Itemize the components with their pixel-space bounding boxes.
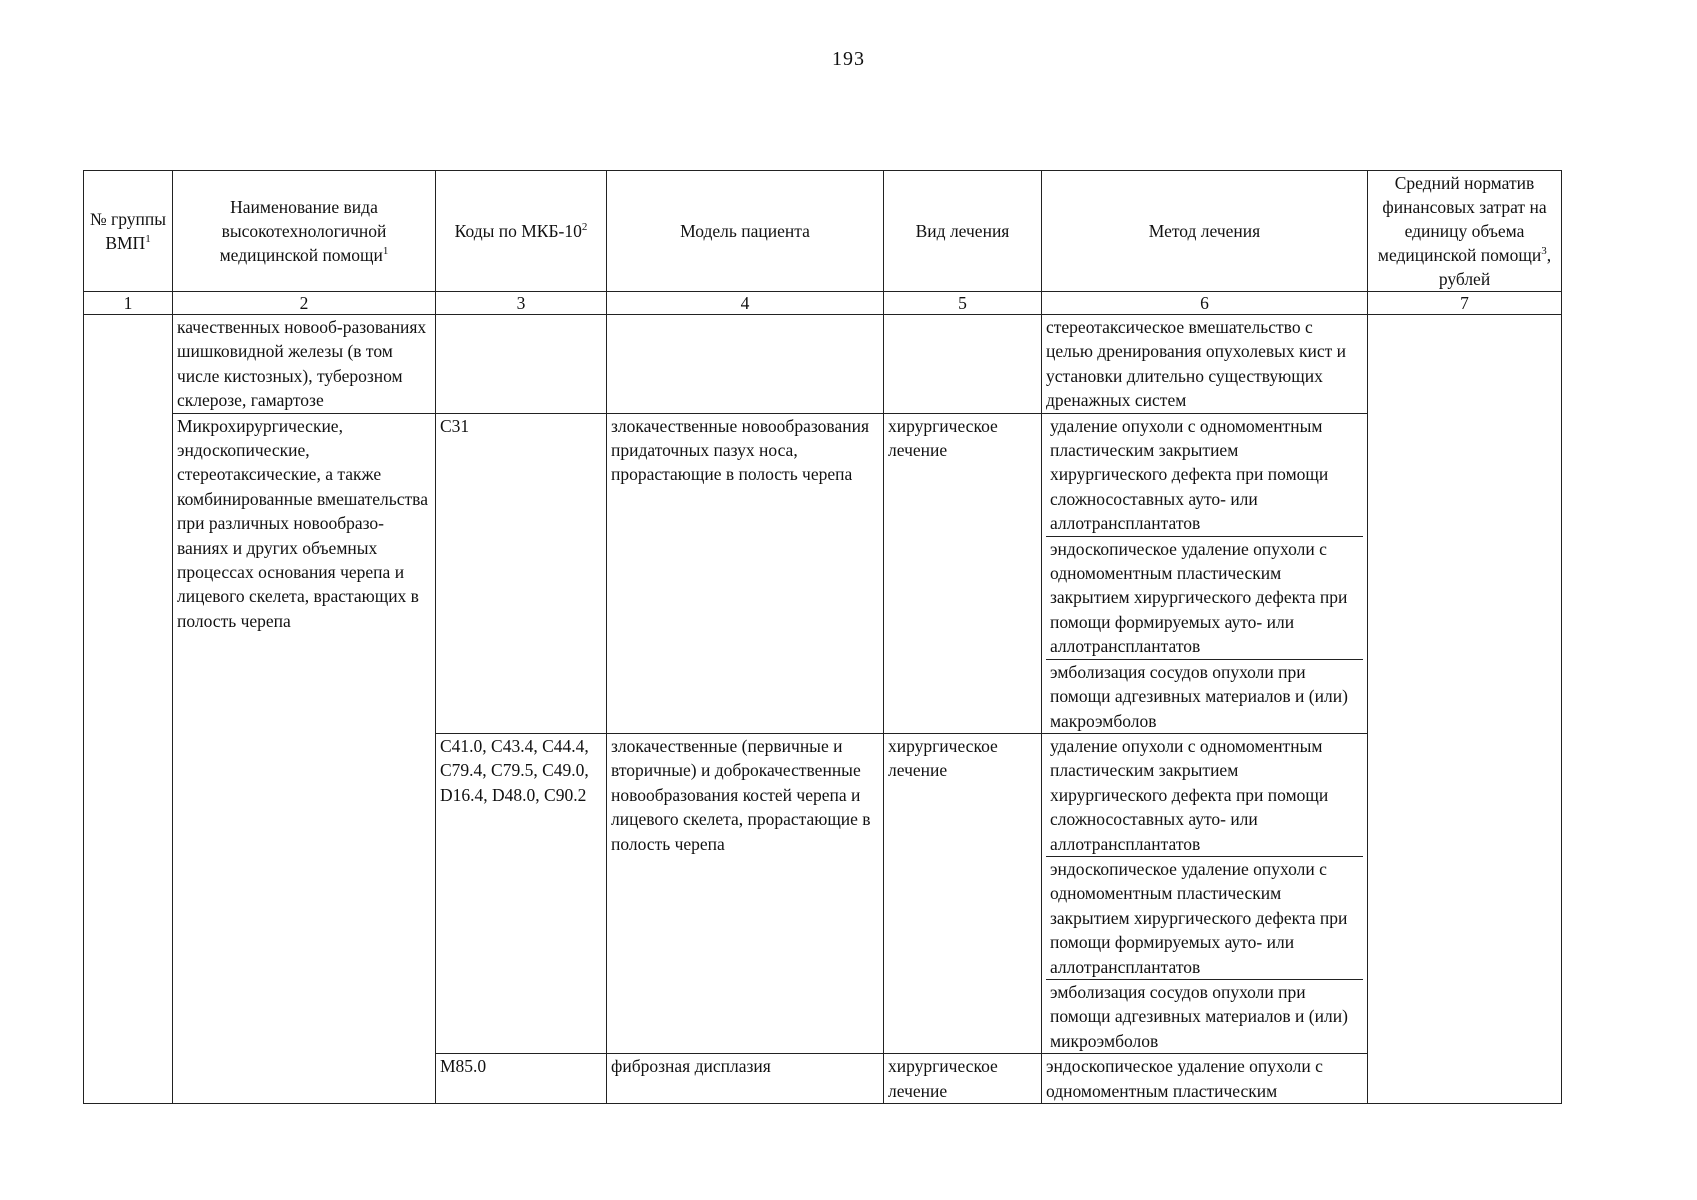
care-type-cell: качественных новооб-разованиях шишковидной железы (в том числе кистозных), туберозном склерозе, гамартозе: [173, 315, 436, 414]
treatment-method-cell: стереотаксическое вмешательство с целью дренирования опухолевых кист и установки длительно существующих дренажных систем: [1042, 315, 1368, 414]
patient-model-cell: фиброзная дисплазия: [607, 1054, 884, 1104]
header-cost-standard: Средний норматив финансовых затрат на единицу объема медицинской помощи$^3$, рублей: [1368, 171, 1562, 292]
patient-model-cell: злокачественные новообразования придаточных пазух носа, прорастающие в полость черепа: [607, 413, 884, 733]
icd-codes-cell: C31: [436, 413, 607, 733]
icd-codes-cell: M85.0: [436, 1054, 607, 1104]
treatment-method-cell: [1042, 733, 1368, 1053]
col-number: 1: [84, 292, 173, 315]
method-item: эмболизация сосудов опухоли при помощи адгезивных материалов и (или) микроэмболов: [1050, 981, 1348, 1051]
patient-model-cell: злокачественные (первичные и вторичные) и доброкачественные новообразования костей черепа и лицевого скелета, прорастающие в полость черепа: [607, 733, 884, 1053]
method-item: эмболизация сосудов опухоли при помощи адгезивных материалов и (или) макроэмболов: [1050, 661, 1348, 731]
column-number-row: [84, 292, 1562, 315]
table-row: [84, 413, 1562, 733]
header-row: [84, 171, 1562, 292]
treatment-type-cell: хирургическое лечение: [884, 1054, 1042, 1104]
table-row: [84, 315, 1562, 414]
col-number: 2: [173, 292, 436, 315]
col-number: 6: [1042, 292, 1368, 315]
col-number: 4: [607, 292, 884, 315]
care-type-cell: Микрохирургические, эндоскопические, стереотаксические, а также комбинированные вмешательства при различных новообразо-ваниях и других объемных процессах основания черепа и лицевого скелета, врастающих в полость черепа: [173, 413, 436, 1103]
header-treatment-method: Метод лечения: [1042, 171, 1368, 292]
patient-model-cell: [607, 315, 884, 414]
method-item: эндоскопическое удаление опухоли с одномоментным пластическим закрытием хирургического дефекта при помощи формируемых ауто- или аллотрансплантатов: [1046, 537, 1363, 660]
method-item: удаление опухоли с одномоментным пластическим закрытием хирургического дефекта при помощи сложносоставных ауто- или аллотрансплантатов: [1046, 734, 1363, 857]
cost-standard-cell: [1368, 315, 1562, 1104]
treatment-type-cell: хирургическое лечение: [884, 413, 1042, 733]
col-number: 7: [1368, 292, 1562, 315]
group-number-cell: [84, 315, 173, 1104]
icd-codes-cell: [436, 315, 607, 414]
treatment-method-cell: [1042, 413, 1368, 733]
icd-codes-cell: C41.0, C43.4, C44.4, C79.4, C79.5, C49.0, D16.4, D48.0, C90.2: [436, 733, 607, 1053]
header-group-number: № группы ВМП$^1$: [84, 171, 173, 292]
page-number: 193: [832, 48, 865, 70]
method-item: эндоскопическое удаление опухоли с одномоментным пластическим закрытием хирургического дефекта при помощи формируемых ауто- или аллотрансплантатов: [1046, 857, 1363, 980]
header-icd-codes: Коды по МКБ-$10^2$: [436, 171, 607, 292]
method-item: удаление опухоли с одномоментным пластическим закрытием хирургического дефекта при помощи сложносоставных ауто- или аллотрансплантатов: [1046, 414, 1363, 537]
treatment-type-cell: [884, 315, 1042, 414]
header-patient-model: Модель пациента: [607, 171, 884, 292]
col-number: 3: [436, 292, 607, 315]
col-number: 5: [884, 292, 1042, 315]
treatment-type-cell: хирургическое лечение: [884, 733, 1042, 1053]
vmp-table: [83, 170, 1562, 1104]
header-care-type: Наименование вида высокотехнологичной медицинской помощи$^1$: [173, 171, 436, 292]
treatment-method-cell: эндоскопическое удаление опухоли с одномоментным пластическим: [1042, 1054, 1368, 1104]
header-treatment-type: Вид лечения: [884, 171, 1042, 292]
